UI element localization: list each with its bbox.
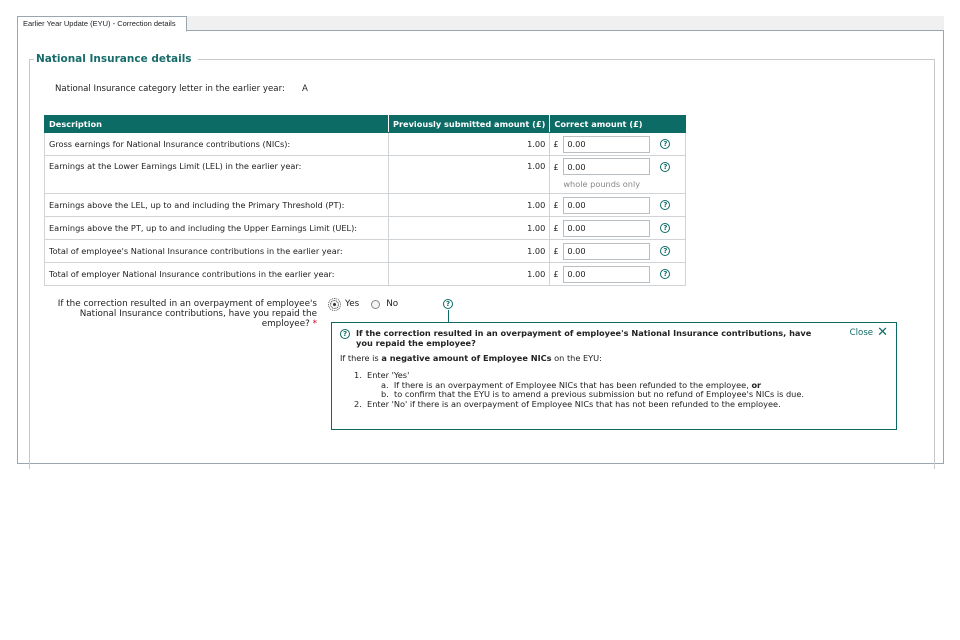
tooltip-title [340, 325, 888, 348]
radio-yes[interactable] [330, 300, 339, 309]
gross-earnings-input[interactable] [563, 136, 650, 153]
whole-pounds-hint: whole pounds only [563, 179, 641, 189]
pound-symbol: £ [553, 223, 559, 233]
category-letter-value: A [302, 84, 308, 94]
row-description: Earnings above the PT, up to and including the Upper Earnings Limit (UEL): [45, 217, 389, 240]
table-header-row [45, 116, 686, 133]
step-2-text: Enter 'No' if there is an overpayment of Employee NICs that has not been refunded to the employee. [367, 398, 781, 409]
tooltip-steps [340, 371, 888, 409]
pound-symbol: £ [553, 269, 559, 279]
tab-correction-details[interactable]: Earlier Year Update (EYU) - Correction details [17, 16, 187, 32]
header-description: Description [45, 116, 389, 133]
header-previous: Previously submitted amount (£) [389, 116, 550, 133]
tab-strip [17, 16, 944, 31]
lel-earnings-input[interactable] [563, 158, 650, 175]
row-description: Earnings at the Lower Earnings Limit (LEL) in the earlier year: [45, 156, 389, 194]
row-correct-cell [550, 156, 686, 194]
intro-bold: a negative amount of Employee NICs [381, 353, 552, 363]
row-correct-cell [550, 133, 686, 156]
row-description: Total of employer National Insurance contributions in the earlier year: [45, 263, 389, 286]
header-correct: Correct amount (£) [550, 116, 686, 133]
row-previous-amount: 1.00 [389, 133, 550, 156]
step-1a-text: If there is an overpayment of Employee NICs that has been refunded to the employee, [393, 379, 752, 390]
help-icon[interactable]: ? [660, 223, 670, 233]
row-previous-amount: 1.00 [389, 217, 550, 240]
row-correct-cell [550, 263, 686, 286]
help-icon[interactable]: ? [660, 200, 670, 210]
help-icon[interactable]: ? [660, 246, 670, 256]
step-1a: a. If there is an overpayment of Employee NICs that has been refunded to the employee, or [368, 379, 762, 390]
row-correct-cell [550, 217, 686, 240]
question-help-icon[interactable]: ? [443, 299, 453, 309]
ni-table [44, 115, 686, 286]
section-legend: National Insurance details [34, 53, 198, 65]
intro-prefix: If there is [340, 353, 382, 363]
category-letter-label: National Insurance category letter in the earlier year: [55, 84, 285, 94]
employer-nics-input[interactable] [563, 266, 650, 283]
step-1a-or: or [751, 379, 762, 390]
row-previous-amount: 1.00 [389, 263, 550, 286]
pound-symbol: £ [553, 161, 559, 172]
row-description: Total of employee's National Insurance contributions in the earlier year: [45, 240, 389, 263]
radio-no[interactable] [371, 300, 380, 309]
tooltip-close-button[interactable] [849, 325, 888, 340]
help-tooltip [331, 322, 897, 430]
step-1b-text: to confirm that the EYU is to amend a previous submission but no refund of Employee's NICs is due. [394, 389, 805, 399]
row-previous-amount: 1.00 [389, 156, 550, 194]
overpayment-question [45, 299, 317, 329]
tab-panel [17, 31, 944, 464]
step-2: 2. Enter 'No' if there is an overpayment of Employee NICs that has not been refunded to the employee. [354, 398, 781, 409]
close-icon: ✕ [877, 325, 888, 340]
row-correct-cell [550, 240, 686, 263]
overpayment-radio-group [330, 299, 410, 309]
pound-symbol: £ [553, 200, 559, 210]
step-1b: b. to confirm that the EYU is to amend a previous submission but no refund of Employee's NICs is due. [368, 389, 805, 399]
pound-symbol: £ [553, 246, 559, 256]
row-previous-amount: 1.00 [389, 240, 550, 263]
table-row [45, 133, 686, 156]
lel-to-pt-input[interactable] [563, 197, 650, 214]
pound-symbol: £ [553, 139, 559, 149]
radio-yes-label[interactable]: Yes [345, 299, 360, 309]
table-row [45, 194, 686, 217]
step-1-text: Enter 'Yes' [367, 370, 410, 380]
intro-suffix: on the EYU: [551, 353, 602, 363]
tooltip-intro [340, 353, 888, 363]
employee-nics-input[interactable] [563, 243, 650, 260]
help-icon[interactable]: ? [660, 162, 670, 172]
required-marker: * [312, 319, 317, 329]
help-icon[interactable]: ? [660, 139, 670, 149]
table-row [45, 240, 686, 263]
row-description: Earnings above the LEL, up to and including the Primary Threshold (PT): [45, 194, 389, 217]
pt-to-uel-input[interactable] [563, 220, 650, 237]
row-correct-cell [550, 194, 686, 217]
table-row [45, 217, 686, 240]
row-description: Gross earnings for National Insurance contributions (NICs): [45, 133, 389, 156]
tooltip-title-text: If the correction resulted in an overpayment of employee's National Insurance contributions, have you repaid the employee? [356, 328, 812, 348]
help-icon[interactable]: ? [660, 269, 670, 279]
tooltip-pointer [448, 310, 449, 322]
close-label: Close [849, 328, 874, 338]
row-previous-amount: 1.00 [389, 194, 550, 217]
table-row [45, 156, 686, 194]
table-row [45, 263, 686, 286]
help-icon: ? [340, 329, 350, 339]
step-1: 1. Enter 'Yes' [354, 370, 410, 380]
question-text: If the correction resulted in an overpayment of employee's National Insurance contributions, have you repaid the employee? [57, 299, 317, 329]
radio-no-label[interactable]: No [386, 299, 399, 309]
